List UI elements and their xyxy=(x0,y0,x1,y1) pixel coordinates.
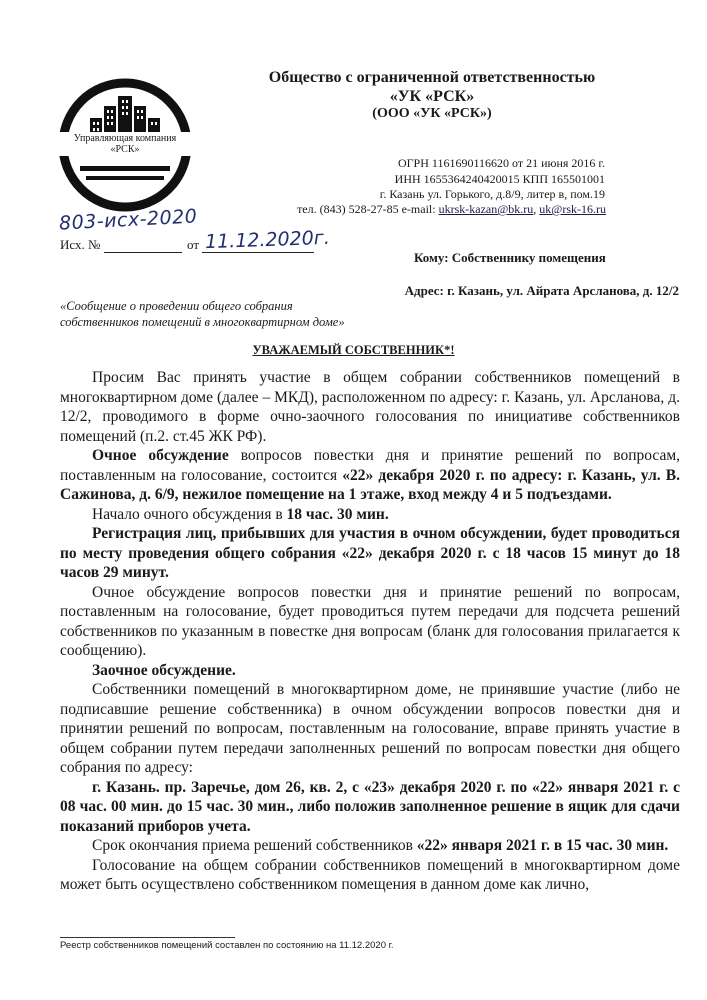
greeting: УВАЖАЕМЫЙ СОБСТВЕННИК*! xyxy=(252,343,455,357)
subject-line1: «Сообщение о проведении общего собрания xyxy=(60,299,293,313)
footnote-divider xyxy=(60,937,235,938)
contacts xyxy=(297,202,606,217)
deadline-text: Срок окончания приема решений собственников xyxy=(92,837,417,854)
org-abbreviation: (ООО «УК «РСК») xyxy=(372,106,492,121)
letter-body xyxy=(60,368,680,895)
deadline-date: «22» января 2021 г. в 15 час. 30 мин. xyxy=(416,837,669,854)
org-address: г. Казань ул. Горького, д.8/9, литер в, пом.19 xyxy=(379,187,605,201)
letter-subject xyxy=(60,298,345,330)
paragraph-invitation: Просим Вас принять участие в общем собрании собственников помещений в многоквартирном доме (далее – МКД), расположенном по адресу: г. Казань, ул. Арсланова, д. 12/2, проводимого в форме очно-заочного голосования по инициативе собственников помещений (п.2. ст.45 ЖК РФ). xyxy=(60,369,680,445)
absentee-heading: Заочное обсуждение. xyxy=(92,661,236,679)
inn-kpp: ИНН 1655364240420015 КПП 165501001 xyxy=(394,172,605,186)
recipient-address: Адрес: г. Казань, ул. Айрата Арсланова, д. 12/2 xyxy=(404,283,679,298)
logo-caption-line1: Управляющая компания xyxy=(73,133,177,144)
ogrn: ОГРН 1161690116620 от 21 июня 2016 г. xyxy=(397,156,605,170)
in-person-venue: «22» декабря 2020 г. по адресу: г. Казань, ул. В. Сажинова, д. 6/9, нежилое помещение на 1 этаже, вход между 4 и 5 подъездами. xyxy=(60,466,680,503)
paragraph-deadline xyxy=(60,836,680,856)
handwritten-date: 11.12.2020г. xyxy=(204,226,331,254)
phone: тел. (843) 528-27-85 e-mail: xyxy=(297,202,439,216)
paragraph-absentee: Собственники помещений в многоквартирном доме, не принявшие участие (либо не подписавшие решение собственника) в очном обсуждении вопросов повестки дня и принятии решений по вопросам, поставленным на голосование, вправе принять участие в общем собрании путем передачи заполненных решений по вопросам повестки дня общего собрания по адресу: xyxy=(60,681,680,776)
start-time-text: Начало очного обсуждения в xyxy=(92,505,287,523)
start-time: 18 час. 30 мин. xyxy=(286,505,389,523)
paragraph-start-time xyxy=(60,505,680,525)
paragraph-in-person xyxy=(60,446,680,505)
paragraph-registration xyxy=(60,524,680,583)
logo-caption xyxy=(50,132,200,156)
paragraph-procedure: Очное обсуждение вопросов повестки дня и принятие решений по вопросам, поставленным на голосование, будет проводиться путем передачи для подсчета решений собственников по указанным в повестке дня вопросам (бланк для голосования прилагается к сообщению). xyxy=(60,583,680,659)
paragraph-absentee-heading xyxy=(60,661,680,681)
paragraph-absentee-address xyxy=(60,778,680,837)
email-separator: , xyxy=(533,202,540,216)
footnote: Реестр собственников помещений составлен по состоянию на 11.12.2020 г. xyxy=(60,940,394,951)
registration-text: Регистрация лиц, прибывших для участия в очном обсуждении, будет проводиться по месту проведения общего собрания «22» декабря 2020 г. с 18 часов 15 минут до 18 часов 29 минут. xyxy=(60,525,680,581)
absentee-address: г. Казань. пр. Заречье, дом 26, кв. 2, с «23» декабря 2020 г. по «22» января 2021 г. с 08 час. 00 мин. до 15 час. 30 мин., либо положив заполненное решение в ящик для сдачи показаний приборов учета. xyxy=(60,778,680,835)
org-short-name: «УК «РСК» xyxy=(389,88,475,105)
handwritten-outgoing-number: 803-исх-2020 xyxy=(58,205,198,235)
email-link-2[interactable]: uk@rsk-16.ru xyxy=(539,202,606,216)
paragraph-voting: Голосование на общем собрании собственников помещений в многоквартирном доме может быть осуществлено собственником помещения в данном доме как лично, xyxy=(60,856,680,893)
email-link-1[interactable]: ukrsk-kazan@bk.ru xyxy=(438,202,534,216)
org-name: Общество с ограниченной ответственностью xyxy=(268,69,596,86)
in-person-heading: Очное обсуждение xyxy=(92,447,229,464)
recipient: Кому: Собственнику помещения xyxy=(414,250,606,265)
logo-caption-line2: «РСК» xyxy=(110,144,140,155)
subject-line2: собственников помещений в многоквартирном доме» xyxy=(60,315,345,329)
outgoing-number-line xyxy=(104,252,182,253)
in-person-text: вопросов повестки дня и принятие решений по вопросам, поставленным на голосование, состоится xyxy=(60,447,681,484)
outgoing-number-label: Исх. № xyxy=(60,237,101,252)
outgoing-date-label: от xyxy=(187,237,200,252)
